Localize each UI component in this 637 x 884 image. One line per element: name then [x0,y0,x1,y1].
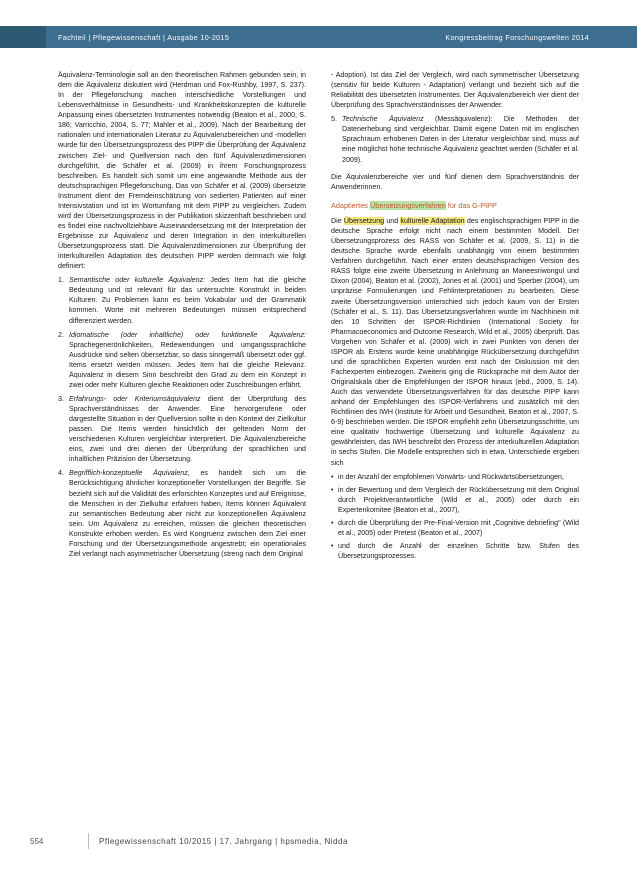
heading-part-1: Adaptiertes [331,200,370,210]
list-item [331,114,579,164]
paragraph-item4-continuation: - Adoption). Ist das Ziel der Vergleich, wird nach symmetrischer Übersetzung (sensitiv für beide Kulturen - Adaptation) verlangt und bezieht sich auf die Reliabilität des übersetzten Instrumentes. Der Äquivalenzbereich vier dient der Überprüfung des Sprachverständnisses der Anwender. [331,71,579,110]
term-body: Sprachegenerönlichkeiten, Redewendungen und umgangssprachliche Ausdrücke sind selten übersetzbar, so dass sinngemäß übersetzt oder ggf. Items ersetzt werden müssen. Jedes Item hat die gleiche Relevanz. Äquivalenz in diesem Sinn beschreibt den Grad zu dem ein Konzept in zwei oder mehr Kulturen gleiche Reaktionen oder Zuschreibungen erfährt. [69,340,306,389]
term-body: es handelt sich um die Berücksichtigung ähnlicher konzeptioneller Vorstellungen der Begriffe. Sie bezieht sich auf die Validität des erforschten Konzeptes und auf Ereignisse, die Menschen in der Zielkultur erfahren haben, Items können Äquivalent zur semantischen Bedeutung aber nicht zur konzeptionellen Äquivalenz sein. Um Äquivalenz zu erreichen, müssen die gleichen theoretischen Konstrukte erhoben werden. Es wird Kongruenz zwischen dem Ziel einer Forschung und der Übersetzungsmethode angestrebt; ein operationales Ziel verlangt nach asymmetrischer Übersetzung (streng nach dem Original [69,469,306,558]
header-accent-block [0,26,46,48]
term-emphasis: Erfahrungs- oder Kriteriumsäquivalenz [69,394,201,403]
footer-journal-info: Pflegewissenschaft 10/2015 | 17. Jahrgang | hpsmedia, Nidda [99,836,348,846]
list-text [69,468,306,559]
paragraph-equivalence-summary: Die Äquivalenzbereiche vier und fünf dienen dem Sprachverständnis der Anwenderinnen. [331,172,579,191]
list-number: 1. [58,276,64,285]
list-number: 3. [58,394,64,403]
highlight-kulturelle-adaptation: kulturelle Adaptation [400,217,465,226]
term-body: Jedes Item hat die gleiche Bedeutung und ist relevant für das untersuchte Konstrukt in beiden Kulturen. Zu Problemen kann es beim Vokabular und der Grammatik kommen. Worte mit mehreren Bedeutungen müssen entsprechend differenziert werden. [69,276,306,325]
right-column [331,70,579,564]
term-emphasis: Begrifflich-konzeptuelle Äquivalenz, [69,469,190,478]
page-header [0,26,637,48]
list-text [69,275,306,325]
bullet-marker: • [331,472,334,481]
list-item [58,275,306,325]
list-number: 4. [58,469,64,478]
list-item [331,541,579,561]
list-item [58,468,306,559]
term-emphasis: Semantische oder kulturelle Äquivalenz: [69,276,206,285]
term-emphasis: Idiomatische (oder inhaltliche) oder funktionelle Äquivalenz: [69,330,306,339]
paragraph-translation-process [331,216,579,468]
list-text [69,394,306,464]
bullet-text: in der Bewertung und dem Vergleich der Rückübersetzung mit dem Original durch Projektverantwortliche (Wild et al., 2005) oder durch ein Expertenkomitee (Beaton et al., 2007), [338,485,579,514]
header-breadcrumb: Fachteil | Pflegewissenschaft | Ausgabe 10-2015 [58,32,230,42]
header-section-title: Kongressbeitrag Forschungswelten 2014 [445,32,589,42]
heading-highlight-uebersetzungsverfahren: Übersetzungsverfahren [369,200,446,210]
term-emphasis: Technische Äquivalenz [342,115,424,124]
footer-divider [88,833,89,849]
page-body [0,70,637,830]
text-pre: Die [331,217,344,226]
list-number: 5. [331,115,337,124]
paragraph-equivalence-terminology: Äquivalenz-Terminologie soll an den theoretischen Rahmen gebunden sein, in dem die Äquivalenz diskutiert wird (Herdman und Fox-Rushby, 1997, S. 237). In der Pflegeforschung machen interschiedliche Vorstellungen und Lebensverhältnisse in Gesundheits- und Krankheitskonzepten die kulturelle Anpassung eines übersetzten Instrumentes notwendig (Beaton et al., 2000, S. 186; Varricchio, 2004, S. 77; Mahler et al., 2009). Nach der Bearbeitung der nationalen und internationalen Literatur zu Äquivalenzbereichen und -modellen wurde für den Übersetzungsprozess des PIPP die Überprüfung der Äquivalenz zwischen Ziel- und Quellversion nach den fünf Äquivalenzdimensionen durchgeführt, die Schäfer et al. (2009) in ihrem Forschungsprozess beschreiben. Es handelt sich somit um eine angewandte Methode aus der deutschsprachigen Pflegeforschung. Das von Schäfer et al. (2009) übersetzte Instrument dient der Fremdeinschätzung von sedierten Patienten auf einer Intensivstation und ist im Wortumfang mit dem PIPP zu vergleichen. Zudem wird der Übersetzungsprozess in der Publikation skizzenhaft beschrieben und es findet eine nachvollziehbare Auseinandersetzung mit der Interpretation der Ergebnisse zur Äquivalenz und deren Integration in den interkulturellen Übersetzungsprozess statt. Die Äquivalenzdimensionen zur Überprüfung der interkulturellen Adaptation des deutschen PIPP werden demnach wie folgt definiert: [58,71,306,271]
page-number: 554 [30,836,44,846]
list-item [58,330,306,390]
heading-part-2: für das G-PIPP [445,200,497,210]
list-item [58,394,306,464]
list-text [69,330,306,390]
bullet-marker: • [331,518,334,527]
bullet-marker: • [331,485,334,494]
list-item [331,472,579,482]
section-heading-translation-method [331,201,579,211]
bullet-text: und durch die Anzahl der einzelnen Schritte bzw. Stufen des Übersetzungsprozesses. [338,541,579,561]
bullet-marker: • [331,541,334,550]
bullet-text: durch die Überprüfung der Pre-Final-Version mit „Cognitive debriefing" (Wild et al., 2005) oder Pretest (Beaton et al., 2007) [338,518,579,537]
list-item [331,485,579,515]
term-body: (Messäquivalenz): Die Methoden der Datenerhebung sind vergleichbar. Damit eigene Daten mit im englischen Sprachraum erhobenen Daten in der Literatur vergleichbar sind, muss auf eine möglichst hohe technische Äquivalenz geachtet werden (Schäfer et al. 2009). [342,115,579,164]
text-post: des englischsprachigen PIPP in die deutsche Sprache erfolgt nicht nach einem bestimmten Modell. Der Übersetzungsprozess des RASS von Schäfer et al. (2009, S. 11) in die deutsche Sprache wurde ebenfalls unabhängig von einem bestimmten Verfahren durchgeführt. Nach einer ersten deutschsprachigen Version des RASS folgte eine zweite Übersetzung in Anlehnung an Maneesriwongul und Dixon (2004), Beaton et al. (2002), Jones et al. (2001) und Sperber (2004), um unpräzise Formulierungen und Fehlinterpretationen zu bearbeiten. Diese zweite Übersetzungsversion unterschied sich jedoch kaum von der Ersten (Schäfer et al., S. 11). Das Übersetzungsverfahren wurde im Nachhinein mit den 10 Schritten der ISPOR-Richtlinien (International Society for Pharmacoeconomics and Outcome Research, Wild et al., 2005) überprüft. Das Vorgehen von Schäfer et al. (2009) wich in zwei Punkten von denen der ISPOR ab. Erstens wurde keine unabhängige Rückübersetzung durchgeführt und die sprachlichen Experten wurden erst nach der Diskussion mit den Fachexperten einbezogen. Zweitens ging die Rücksprache mit dem Autor der Originalskala über die Empfehlungen der ISPOR hinaus (ebd., 2009, S. 14). Auch das verwendete Übersetzungsverfahren für das deutsche PIPP kann anhand der Empfehlungen des ISPOR-Verfahrens und zusätzlich mit den Richtlinien des IWH (Institute für Arbeit und Gesundheit, Beaton et al., 2007, S. 6-9) beschrieben werden. Die ISPOR empfiehlt zehn Übersetzungsschritte, um eine qualitativ hochwertige Übersetzung und kulturelle Äquivalenz zu gewährleisten, das IWH beschreibt den Prozess der interkulturellen Adaptation in sechs Stufen. Die Modelle entsprechen sich in etwa, Unterschiede ergeben sich [331,217,580,467]
bullet-text: in der Anzahl der empfohlenen Vorwärts- und Rückwärtsübersetzungen, [338,472,564,481]
text-mid: und [384,217,401,226]
page-footer [0,832,637,850]
left-column [58,70,306,563]
list-item [331,518,579,538]
list-text [342,114,579,164]
list-number: 2. [58,330,64,339]
term-body: dient der Überprüfung des Sprachverständnisses der Anwender. Eine hervorgerufene oder dargestellte Situation in der Quellversion sollte in den Kontext der Zielkultur passen. Die Items werden hinsichtlich der geltenden Norm der verschiedenen Kulturen vergleichbar interpretiert. Die Äquivalenzbereiche eins, zwei und drei dienen der Überprüfung der sprachlichen und inhaltlichen Präzision der Übersetzung. [69,394,306,464]
highlight-uebersetzung: Übersetzung [343,217,385,226]
